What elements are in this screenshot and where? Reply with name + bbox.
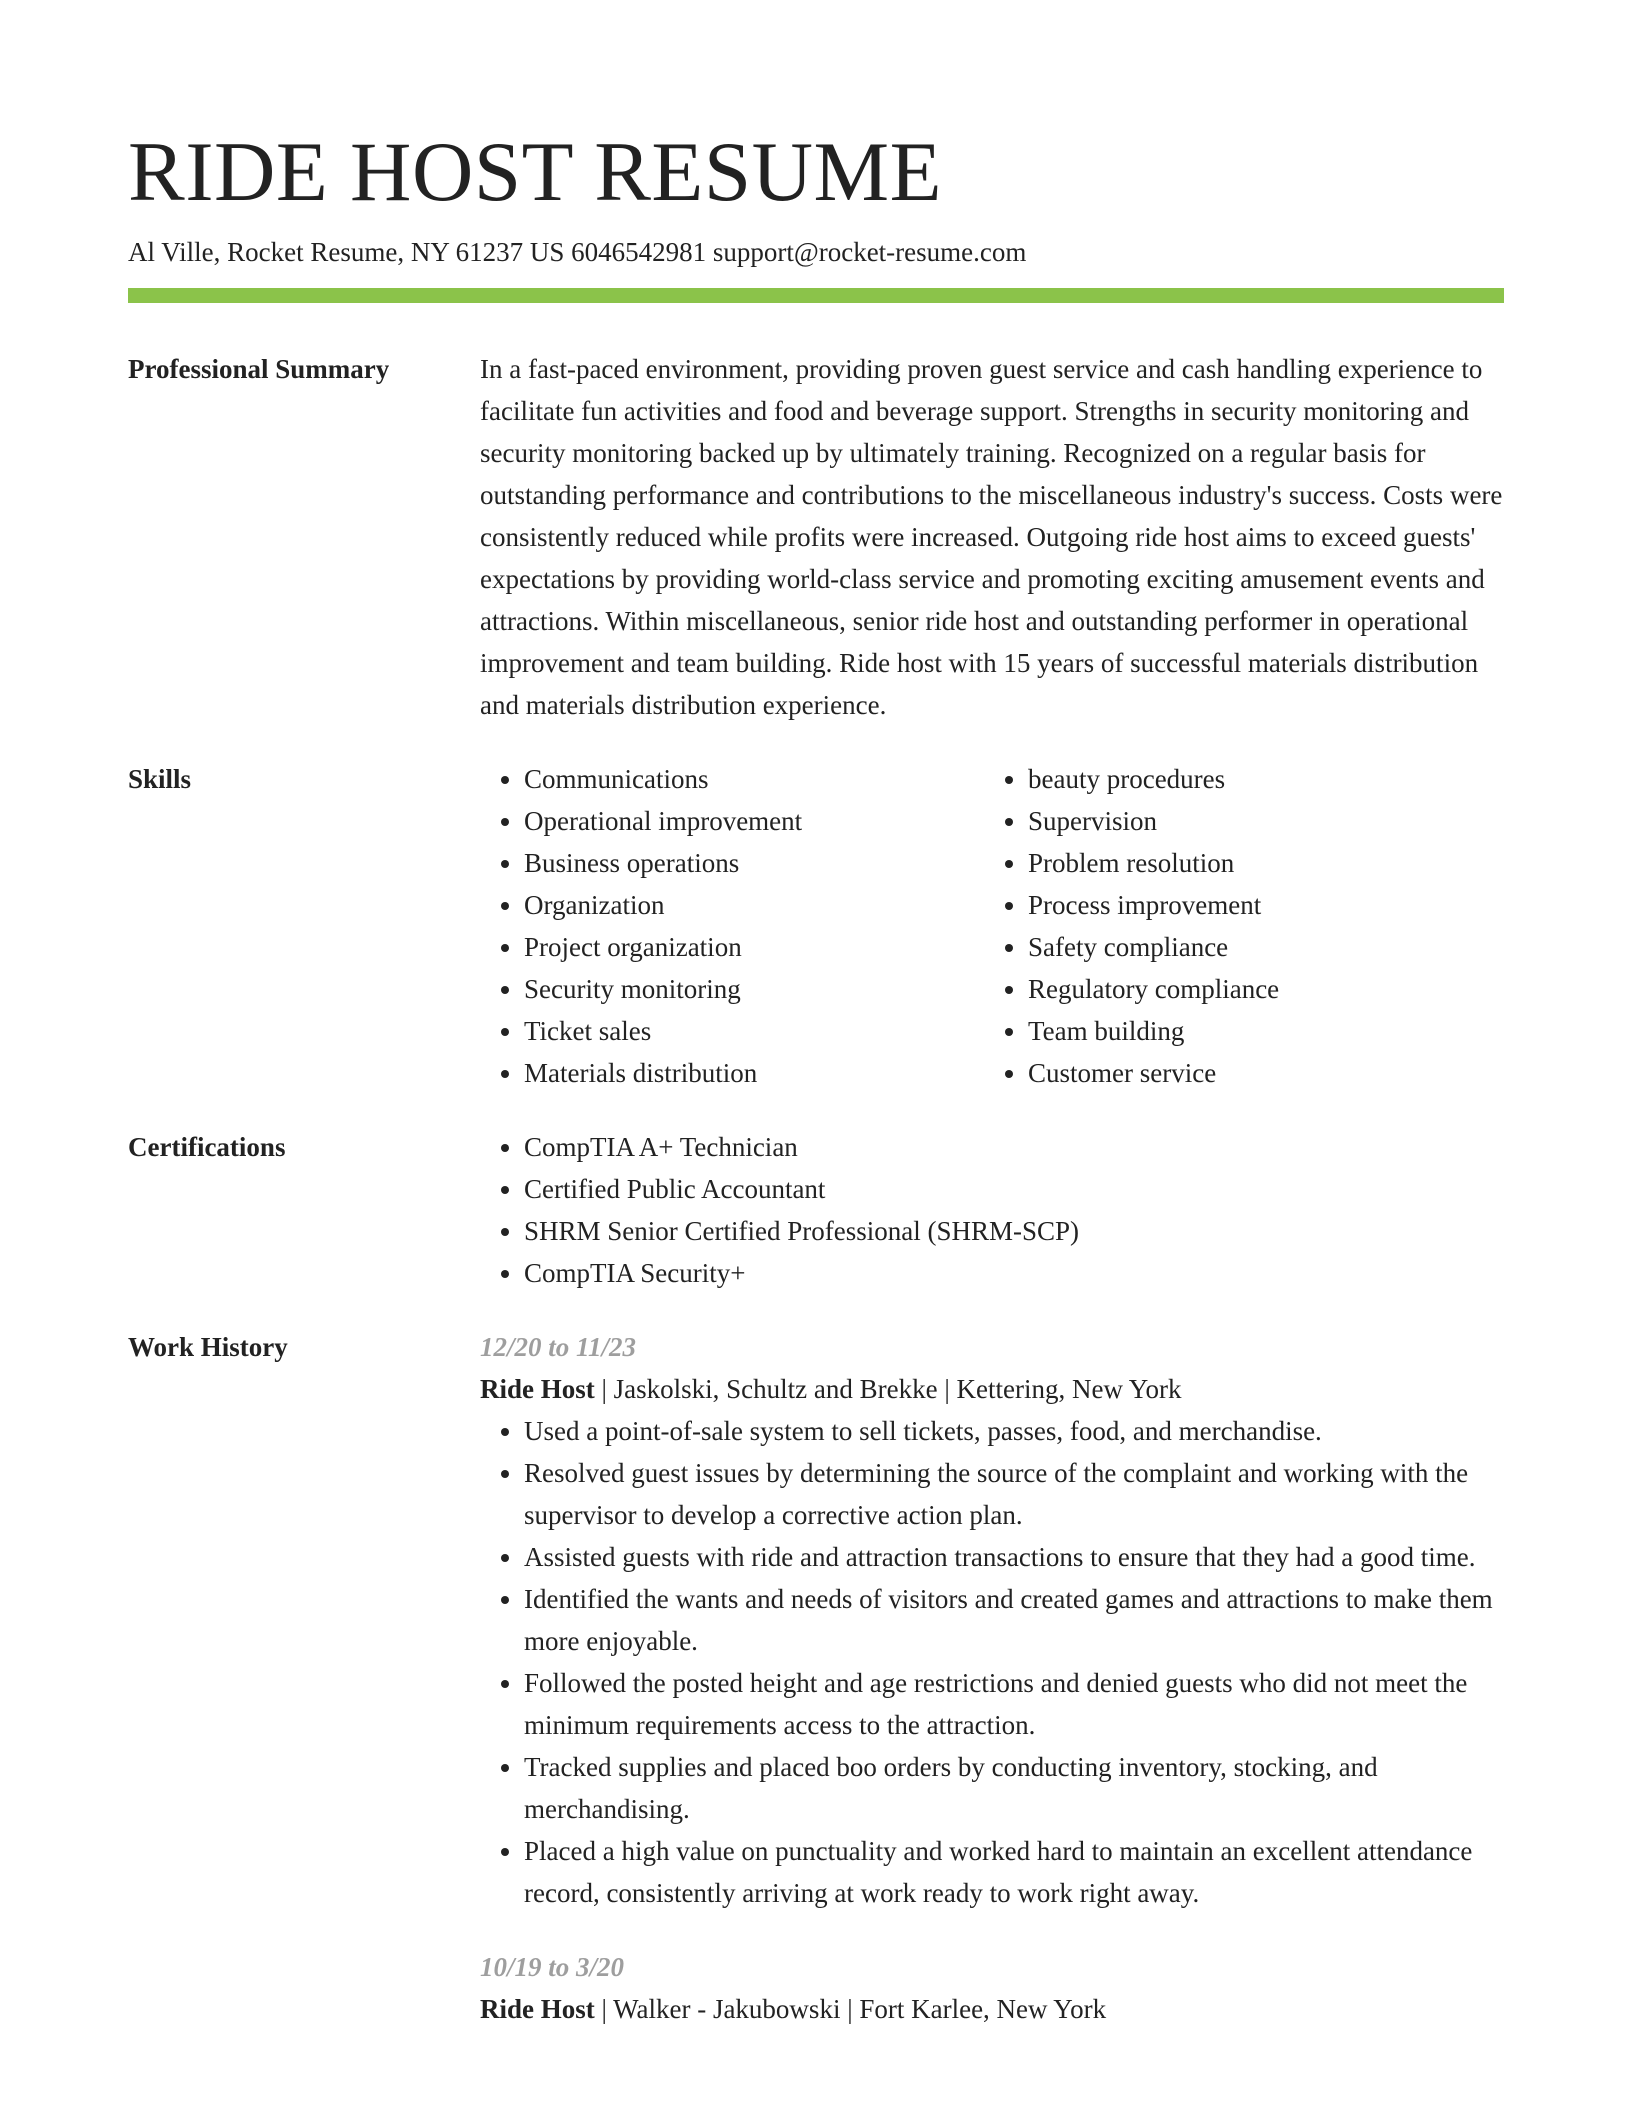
job-heading (480, 1368, 1504, 1410)
skill-item: • Ticket sales (524, 1010, 984, 1052)
resume-page (128, 0, 1504, 2030)
job-bullet: • Tracked supplies and placed boo orders by conducting inventory, stocking, and merchandising. (524, 1746, 1504, 1830)
contact-line: Al Ville, Rocket Resume, NY 61237 US 6046542981 support@rocket-resume.com (128, 237, 1027, 267)
skill-item: • Business operations (524, 842, 984, 884)
job-bullet: • Placed a high value on punctuality and worked hard to maintain an excellent attendance record, consistently arriving at work ready to work right away. (524, 1830, 1504, 1914)
job-title: Ride Host (480, 1994, 595, 2024)
skill-item: • Team building (1028, 1010, 1488, 1052)
skills-column-2 (984, 758, 1488, 1094)
skill-item: • Security monitoring (524, 968, 984, 1010)
job-dates: 12/20 to 11/23 (480, 1332, 637, 1362)
section-label-certifications: Certifications (128, 1132, 286, 1162)
job-bullet: • Used a point-of-sale system to sell tickets, passes, food, and merchandise. (524, 1410, 1504, 1452)
skill-item: • Customer service (1028, 1052, 1488, 1094)
skill-item: • Communications (524, 758, 984, 800)
work-history-body (480, 1326, 1504, 2030)
job-entry (480, 1946, 1504, 2030)
job-entry (480, 1326, 1504, 1914)
job-bullet: • Resolved guest issues by determining the source of the complaint and working with the supervisor to develop a corrective action plan. (524, 1452, 1504, 1536)
job-details: | Walker - Jakubowski | Fort Karlee, New York (594, 1994, 1107, 2024)
section-label-summary: Professional Summary (128, 354, 390, 384)
skill-item: • Supervision (1028, 800, 1488, 842)
job-title: Ride Host (480, 1374, 595, 1404)
job-bullet: • Assisted guests with ride and attraction transactions to ensure that they had a good time. (524, 1536, 1504, 1578)
accent-divider (128, 288, 1504, 303)
section-label-skills: Skills (128, 764, 192, 794)
summary-section (128, 348, 1504, 726)
certification-item: • CompTIA Security+ (524, 1252, 1504, 1294)
job-dates: 10/19 to 3/20 (480, 1952, 625, 1982)
work-history-section (128, 1326, 1504, 2030)
job-bullets (480, 1410, 1504, 1914)
skill-item: • Problem resolution (1028, 842, 1488, 884)
skill-item: • Operational improvement (524, 800, 984, 842)
skill-item: • beauty procedures (1028, 758, 1488, 800)
certification-item: • CompTIA A+ Technician (524, 1126, 1504, 1168)
skill-item: • Organization (524, 884, 984, 926)
skill-item: • Safety compliance (1028, 926, 1488, 968)
skills-column-1 (480, 758, 984, 1094)
job-details: | Jaskolski, Schultz and Brekke | Kettering, New York (594, 1374, 1182, 1404)
skill-item: • Materials distribution (524, 1052, 984, 1094)
skill-item: • Process improvement (1028, 884, 1488, 926)
certification-item: • Certified Public Accountant (524, 1168, 1504, 1210)
job-heading (480, 1988, 1504, 2030)
certifications-list (480, 1126, 1504, 1294)
summary-body (480, 348, 1504, 726)
section-label-work-history: Work History (128, 1332, 288, 1362)
skills-section (128, 758, 1504, 1094)
skills-body (480, 758, 1504, 1094)
job-bullet: • Identified the wants and needs of visitors and created games and attractions to make them more enjoyable. (524, 1578, 1504, 1662)
skill-item: • Project organization (524, 926, 984, 968)
certification-item: • SHRM Senior Certified Professional (SHRM-SCP) (524, 1210, 1504, 1252)
summary-text: In a fast-paced environment, providing proven guest service and cash handling experience to facilitate fun activities and food and beverage support. Strengths in security monitoring and security monitoring backed up by ultimately training. Recognized on a regular basis for outstanding performance and contributions to the miscellaneous industry's success. Costs were consistently reduced while profits were increased. Outgoing ride host aims to exceed guests' expectations by providing world-class service and promoting exciting amusement events and attractions. Within miscellaneous, senior ride host and outstanding performer in operational improvement and team building. Ride host with 15 years of successful materials distribution and materials distribution experience. (480, 354, 1503, 720)
certifications-section (128, 1126, 1504, 1294)
skill-item: • Regulatory compliance (1028, 968, 1488, 1010)
certifications-body (480, 1126, 1504, 1294)
job-bullet: • Followed the posted height and age restrictions and denied guests who did not meet the minimum requirements access to the attraction. (524, 1662, 1504, 1746)
resume-title: RIDE HOST RESUME (128, 125, 943, 219)
